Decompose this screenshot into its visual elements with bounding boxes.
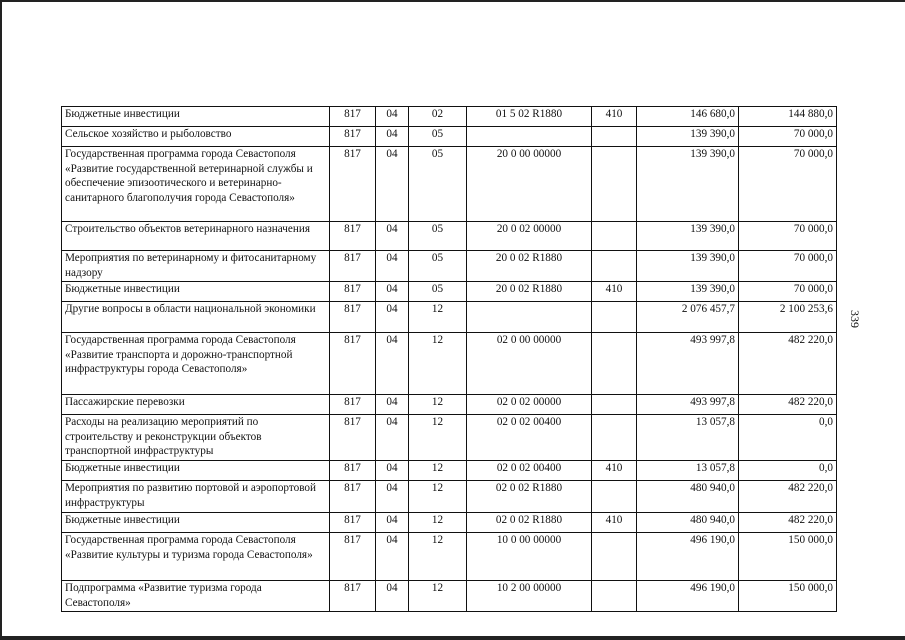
cell-name: Государственная программа города Севастополя «Развитие государственной ветеринарной службы и обеспечение эпизоотического и ветеринарно-санитарного благополучия города Севастополя» <box>62 147 330 222</box>
cell-ministry-code: 817 <box>330 127 376 147</box>
cell-sum-second: 144 880,0 <box>739 107 837 127</box>
cell-subsection-code: 12 <box>409 333 467 395</box>
cell-sum-first: 13 057,8 <box>637 415 739 461</box>
cell-sum-first: 139 390,0 <box>637 222 739 251</box>
cell-ministry-code: 817 <box>330 333 376 395</box>
table-row <box>62 415 837 461</box>
cell-name: Бюджетные инвестиции <box>62 461 330 481</box>
cell-sum-first: 493 997,8 <box>637 333 739 395</box>
cell-target-code <box>467 302 592 333</box>
cell-target-code: 02 0 02 R1880 <box>467 513 592 533</box>
cell-target-code <box>467 127 592 147</box>
cell-subsection-code: 05 <box>409 282 467 302</box>
cell-ministry-code: 817 <box>330 415 376 461</box>
cell-subsection-code: 12 <box>409 533 467 581</box>
cell-sum-second: 150 000,0 <box>739 533 837 581</box>
cell-target-code: 02 0 02 00400 <box>467 415 592 461</box>
cell-name: Бюджетные инвестиции <box>62 513 330 533</box>
cell-expense-type-code: 410 <box>592 461 637 481</box>
cell-ministry-code: 817 <box>330 533 376 581</box>
cell-section-code: 04 <box>376 581 409 612</box>
cell-sum-second: 0,0 <box>739 415 837 461</box>
cell-subsection-code: 12 <box>409 461 467 481</box>
cell-name: Сельское хозяйство и рыболовство <box>62 127 330 147</box>
cell-sum-second: 70 000,0 <box>739 251 837 282</box>
cell-subsection-code: 05 <box>409 127 467 147</box>
cell-expense-type-code <box>592 127 637 147</box>
cell-sum-first: 139 390,0 <box>637 147 739 222</box>
budget-table-body <box>62 107 837 612</box>
cell-target-code: 02 0 02 00000 <box>467 395 592 415</box>
cell-expense-type-code <box>592 481 637 513</box>
cell-subsection-code: 05 <box>409 251 467 282</box>
cell-section-code: 04 <box>376 302 409 333</box>
table-row <box>62 581 837 612</box>
table-row <box>62 481 837 513</box>
cell-target-code: 02 0 02 00400 <box>467 461 592 481</box>
cell-subsection-code: 12 <box>409 481 467 513</box>
cell-section-code: 04 <box>376 533 409 581</box>
cell-expense-type-code: 410 <box>592 107 637 127</box>
table-row <box>62 107 837 127</box>
cell-ministry-code: 817 <box>330 581 376 612</box>
cell-name: Государственная программа города Севастополя «Развитие культуры и туризма города Севастополя» <box>62 533 330 581</box>
table-row <box>62 302 837 333</box>
cell-ministry-code: 817 <box>330 107 376 127</box>
cell-name: Бюджетные инвестиции <box>62 282 330 302</box>
cell-subsection-code: 12 <box>409 415 467 461</box>
cell-sum-first: 496 190,0 <box>637 533 739 581</box>
cell-section-code: 04 <box>376 481 409 513</box>
cell-section-code: 04 <box>376 513 409 533</box>
cell-target-code: 20 0 02 R1880 <box>467 282 592 302</box>
cell-section-code: 04 <box>376 461 409 481</box>
cell-sum-second: 482 220,0 <box>739 333 837 395</box>
cell-name: Подпрограмма «Развитие туризма города Севастополя» <box>62 581 330 612</box>
cell-name: Бюджетные инвестиции <box>62 107 330 127</box>
cell-section-code: 04 <box>376 282 409 302</box>
cell-ministry-code: 817 <box>330 481 376 513</box>
cell-name: Мероприятия по ветеринарному и фитосанитарному надзору <box>62 251 330 282</box>
cell-section-code: 04 <box>376 127 409 147</box>
table-row <box>62 533 837 581</box>
cell-expense-type-code <box>592 333 637 395</box>
cell-section-code: 04 <box>376 333 409 395</box>
table-row <box>62 461 837 481</box>
cell-sum-second: 70 000,0 <box>739 222 837 251</box>
cell-name: Расходы на реализацию мероприятий по строительству и реконструкции объектов транспортной инфраструктуры <box>62 415 330 461</box>
table-row <box>62 147 837 222</box>
cell-sum-first: 146 680,0 <box>637 107 739 127</box>
table-row <box>62 222 837 251</box>
table-row <box>62 333 837 395</box>
cell-section-code: 04 <box>376 415 409 461</box>
cell-subsection-code: 05 <box>409 147 467 222</box>
cell-target-code: 01 5 02 R1880 <box>467 107 592 127</box>
cell-name: Строительство объектов ветеринарного назначения <box>62 222 330 251</box>
cell-target-code: 10 2 00 00000 <box>467 581 592 612</box>
cell-subsection-code: 05 <box>409 222 467 251</box>
page-number: 339 <box>848 310 862 328</box>
cell-section-code: 04 <box>376 222 409 251</box>
cell-expense-type-code: 410 <box>592 282 637 302</box>
table-row <box>62 282 837 302</box>
cell-sum-first: 493 997,8 <box>637 395 739 415</box>
cell-ministry-code: 817 <box>330 302 376 333</box>
cell-sum-first: 496 190,0 <box>637 581 739 612</box>
cell-name: Пассажирские перевозки <box>62 395 330 415</box>
cell-subsection-code: 12 <box>409 513 467 533</box>
cell-subsection-code: 12 <box>409 581 467 612</box>
budget-table <box>61 106 837 612</box>
cell-expense-type-code <box>592 415 637 461</box>
cell-sum-first: 13 057,8 <box>637 461 739 481</box>
cell-ministry-code: 817 <box>330 461 376 481</box>
cell-sum-first: 139 390,0 <box>637 282 739 302</box>
table-row <box>62 513 837 533</box>
cell-name: Другие вопросы в области национальной экономики <box>62 302 330 333</box>
cell-target-code: 20 0 00 00000 <box>467 147 592 222</box>
cell-expense-type-code <box>592 533 637 581</box>
cell-target-code: 20 0 02 R1880 <box>467 251 592 282</box>
scan-edge-left <box>0 0 2 640</box>
table-row <box>62 127 837 147</box>
cell-ministry-code: 817 <box>330 395 376 415</box>
cell-sum-second: 482 220,0 <box>739 395 837 415</box>
cell-sum-first: 480 940,0 <box>637 513 739 533</box>
cell-sum-second: 70 000,0 <box>739 282 837 302</box>
cell-sum-second: 2 100 253,6 <box>739 302 837 333</box>
cell-expense-type-code <box>592 147 637 222</box>
scan-edge-top <box>0 0 905 2</box>
scan-edge-bottom <box>0 636 905 640</box>
cell-expense-type-code <box>592 581 637 612</box>
cell-target-code: 20 0 02 00000 <box>467 222 592 251</box>
cell-subsection-code: 02 <box>409 107 467 127</box>
cell-subsection-code: 12 <box>409 395 467 415</box>
table-row <box>62 251 837 282</box>
cell-name: Государственная программа города Севастополя «Развитие транспорта и дорожно-транспортной инфраструктуры города Севастополя» <box>62 333 330 395</box>
cell-sum-first: 139 390,0 <box>637 251 739 282</box>
cell-sum-second: 0,0 <box>739 461 837 481</box>
cell-section-code: 04 <box>376 107 409 127</box>
cell-sum-second: 70 000,0 <box>739 147 837 222</box>
cell-ministry-code: 817 <box>330 147 376 222</box>
cell-expense-type-code <box>592 251 637 282</box>
cell-expense-type-code: 410 <box>592 513 637 533</box>
cell-expense-type-code <box>592 222 637 251</box>
cell-sum-second: 482 220,0 <box>739 481 837 513</box>
cell-sum-first: 2 076 457,7 <box>637 302 739 333</box>
cell-sum-first: 480 940,0 <box>637 481 739 513</box>
table-row <box>62 395 837 415</box>
cell-name: Мероприятия по развитию портовой и аэропортовой инфраструктуры <box>62 481 330 513</box>
cell-sum-second: 150 000,0 <box>739 581 837 612</box>
cell-ministry-code: 817 <box>330 251 376 282</box>
cell-expense-type-code <box>592 395 637 415</box>
cell-target-code: 10 0 00 00000 <box>467 533 592 581</box>
cell-ministry-code: 817 <box>330 513 376 533</box>
cell-target-code: 02 0 00 00000 <box>467 333 592 395</box>
cell-sum-second: 70 000,0 <box>739 127 837 147</box>
cell-target-code: 02 0 02 R1880 <box>467 481 592 513</box>
cell-section-code: 04 <box>376 147 409 222</box>
cell-ministry-code: 817 <box>330 282 376 302</box>
cell-ministry-code: 817 <box>330 222 376 251</box>
cell-section-code: 04 <box>376 395 409 415</box>
cell-subsection-code: 12 <box>409 302 467 333</box>
cell-expense-type-code <box>592 302 637 333</box>
cell-section-code: 04 <box>376 251 409 282</box>
cell-sum-first: 139 390,0 <box>637 127 739 147</box>
cell-sum-second: 482 220,0 <box>739 513 837 533</box>
